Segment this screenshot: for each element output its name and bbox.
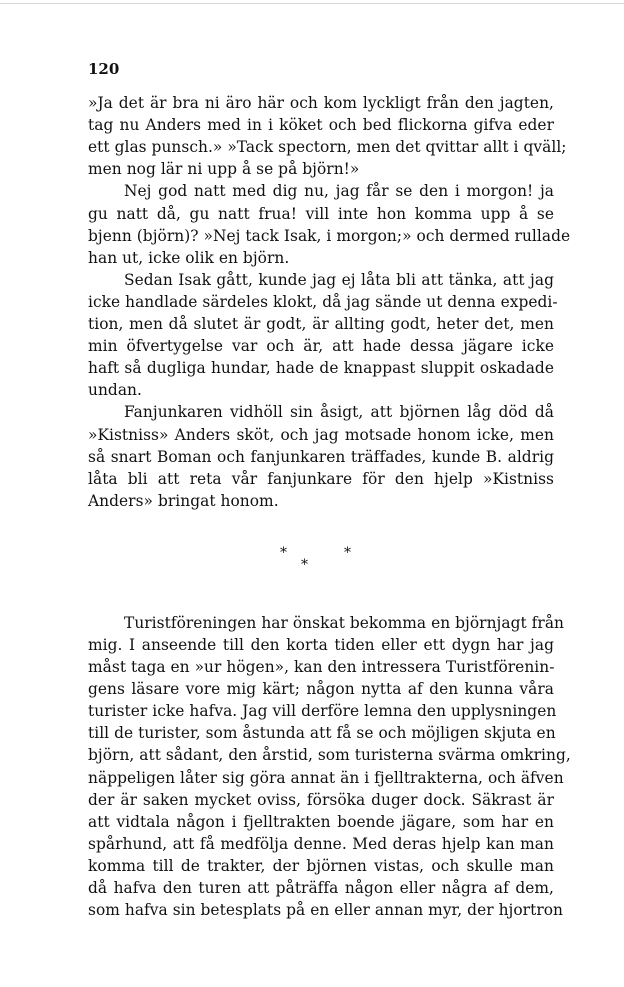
text-line: tion, men då slutet är godt, är allting godt, heter det, men: [88, 315, 554, 334]
text-line: turister icke hafva. Jag vill derföre lemna den upplysningen: [88, 702, 557, 721]
text-line: tag nu Anders med in i köket och bed flickorna gifva eder: [88, 116, 554, 135]
text-line: Turistföreningen har önskat bekomma en björnjagt från: [124, 613, 565, 632]
section-break-asterism: [88, 512, 554, 612]
text-line: mig. I anseende till den korta tiden eller ett dygn har jag: [88, 635, 554, 654]
text-line: men nog lär ni upp å se på björn!»: [88, 160, 360, 179]
text-line: Sedan Isak gått, kunde jag ej låta bli att tänka, att jag: [124, 270, 554, 289]
text-line: som hafva sin betesplats på en eller annan myr, der hjortron: [88, 901, 563, 920]
text-line: haft så dugliga hundar, hade de knappast sluppit oskadade: [88, 359, 554, 378]
paragraph-2: [88, 180, 571, 268]
text-line: »Kistniss» Anders sköt, och jag motsade honom icke, men: [88, 425, 554, 444]
paragraph-4: [88, 401, 554, 511]
text-line: komma till de trakter, der björnen vistas, och skulle man: [88, 856, 554, 875]
book-page: [88, 58, 571, 921]
text-line: Nej god natt med dig nu, jag får se den i morgon! ja: [124, 182, 554, 201]
text-line: låta bli att reta vår fanjunkare för den hjelp »Kistniss: [88, 469, 554, 488]
top-rule: [0, 3, 624, 4]
text-line: till de turister, som åstunda att få se och möjligen skjuta en: [88, 724, 556, 743]
text-line: Anders» bringat honom.: [88, 491, 279, 510]
text-line: att vidtala någon i fjelltrakten boende jägare, som har en: [88, 812, 554, 831]
text-line: gu natt då, gu natt frua! vill inte hon komma upp å se: [88, 204, 554, 223]
asterisk: *: [344, 544, 351, 561]
page-number: 120: [88, 60, 120, 78]
text-line: Fanjunkaren vidhöll sin åsigt, att björnen låg död då: [124, 403, 554, 422]
text-line: ett glas punsch.» »Tack spectorn, men det qvittar allt i qväll;: [88, 138, 567, 157]
text-line: spårhund, att få medfölja denne. Med deras hjelp kan man: [88, 834, 554, 853]
text-line: måst taga en »ur högen», kan den intressera Turistförenin-: [88, 658, 555, 677]
paragraph-5: [88, 612, 571, 921]
text-line: undan.: [88, 381, 142, 400]
paragraph-1: [88, 92, 567, 180]
text-line: der är saken mycket oviss, försöka duger dock. Säkrast är: [88, 790, 554, 809]
text-line: bjenn (björn)? »Nej tack Isak, i morgon;» och dermed rullade: [88, 226, 571, 245]
text-line: han ut, icke olik en björn.: [88, 248, 290, 267]
asterisk: *: [280, 544, 287, 561]
text-line: icke handlade särdeles klokt, då jag sände ut denna expedi-: [88, 292, 558, 311]
paragraph-3: [88, 269, 558, 402]
text-line: så snart Boman och fanjunkaren träffades, kunde B. aldrig: [88, 447, 554, 466]
asterisk: *: [301, 556, 308, 573]
text-line: då hafva den turen att påträffa någon eller några af dem,: [88, 879, 554, 897]
text-line: »Ja det är bra ni äro här och kom lyckligt från den jagten,: [88, 94, 554, 113]
text-line: min öfvertygelse var och är, att hade dessa jägare icke: [88, 337, 554, 356]
text-line: gens läsare vore mig kärt; någon nytta af den kunna våra: [88, 680, 554, 699]
text-line: björn, att sådant, den årstid, som turisterna svärma omkring,: [88, 746, 571, 765]
text-line: näppeligen låter sig göra annat än i fjelltrakterna, och äfven: [88, 768, 564, 787]
